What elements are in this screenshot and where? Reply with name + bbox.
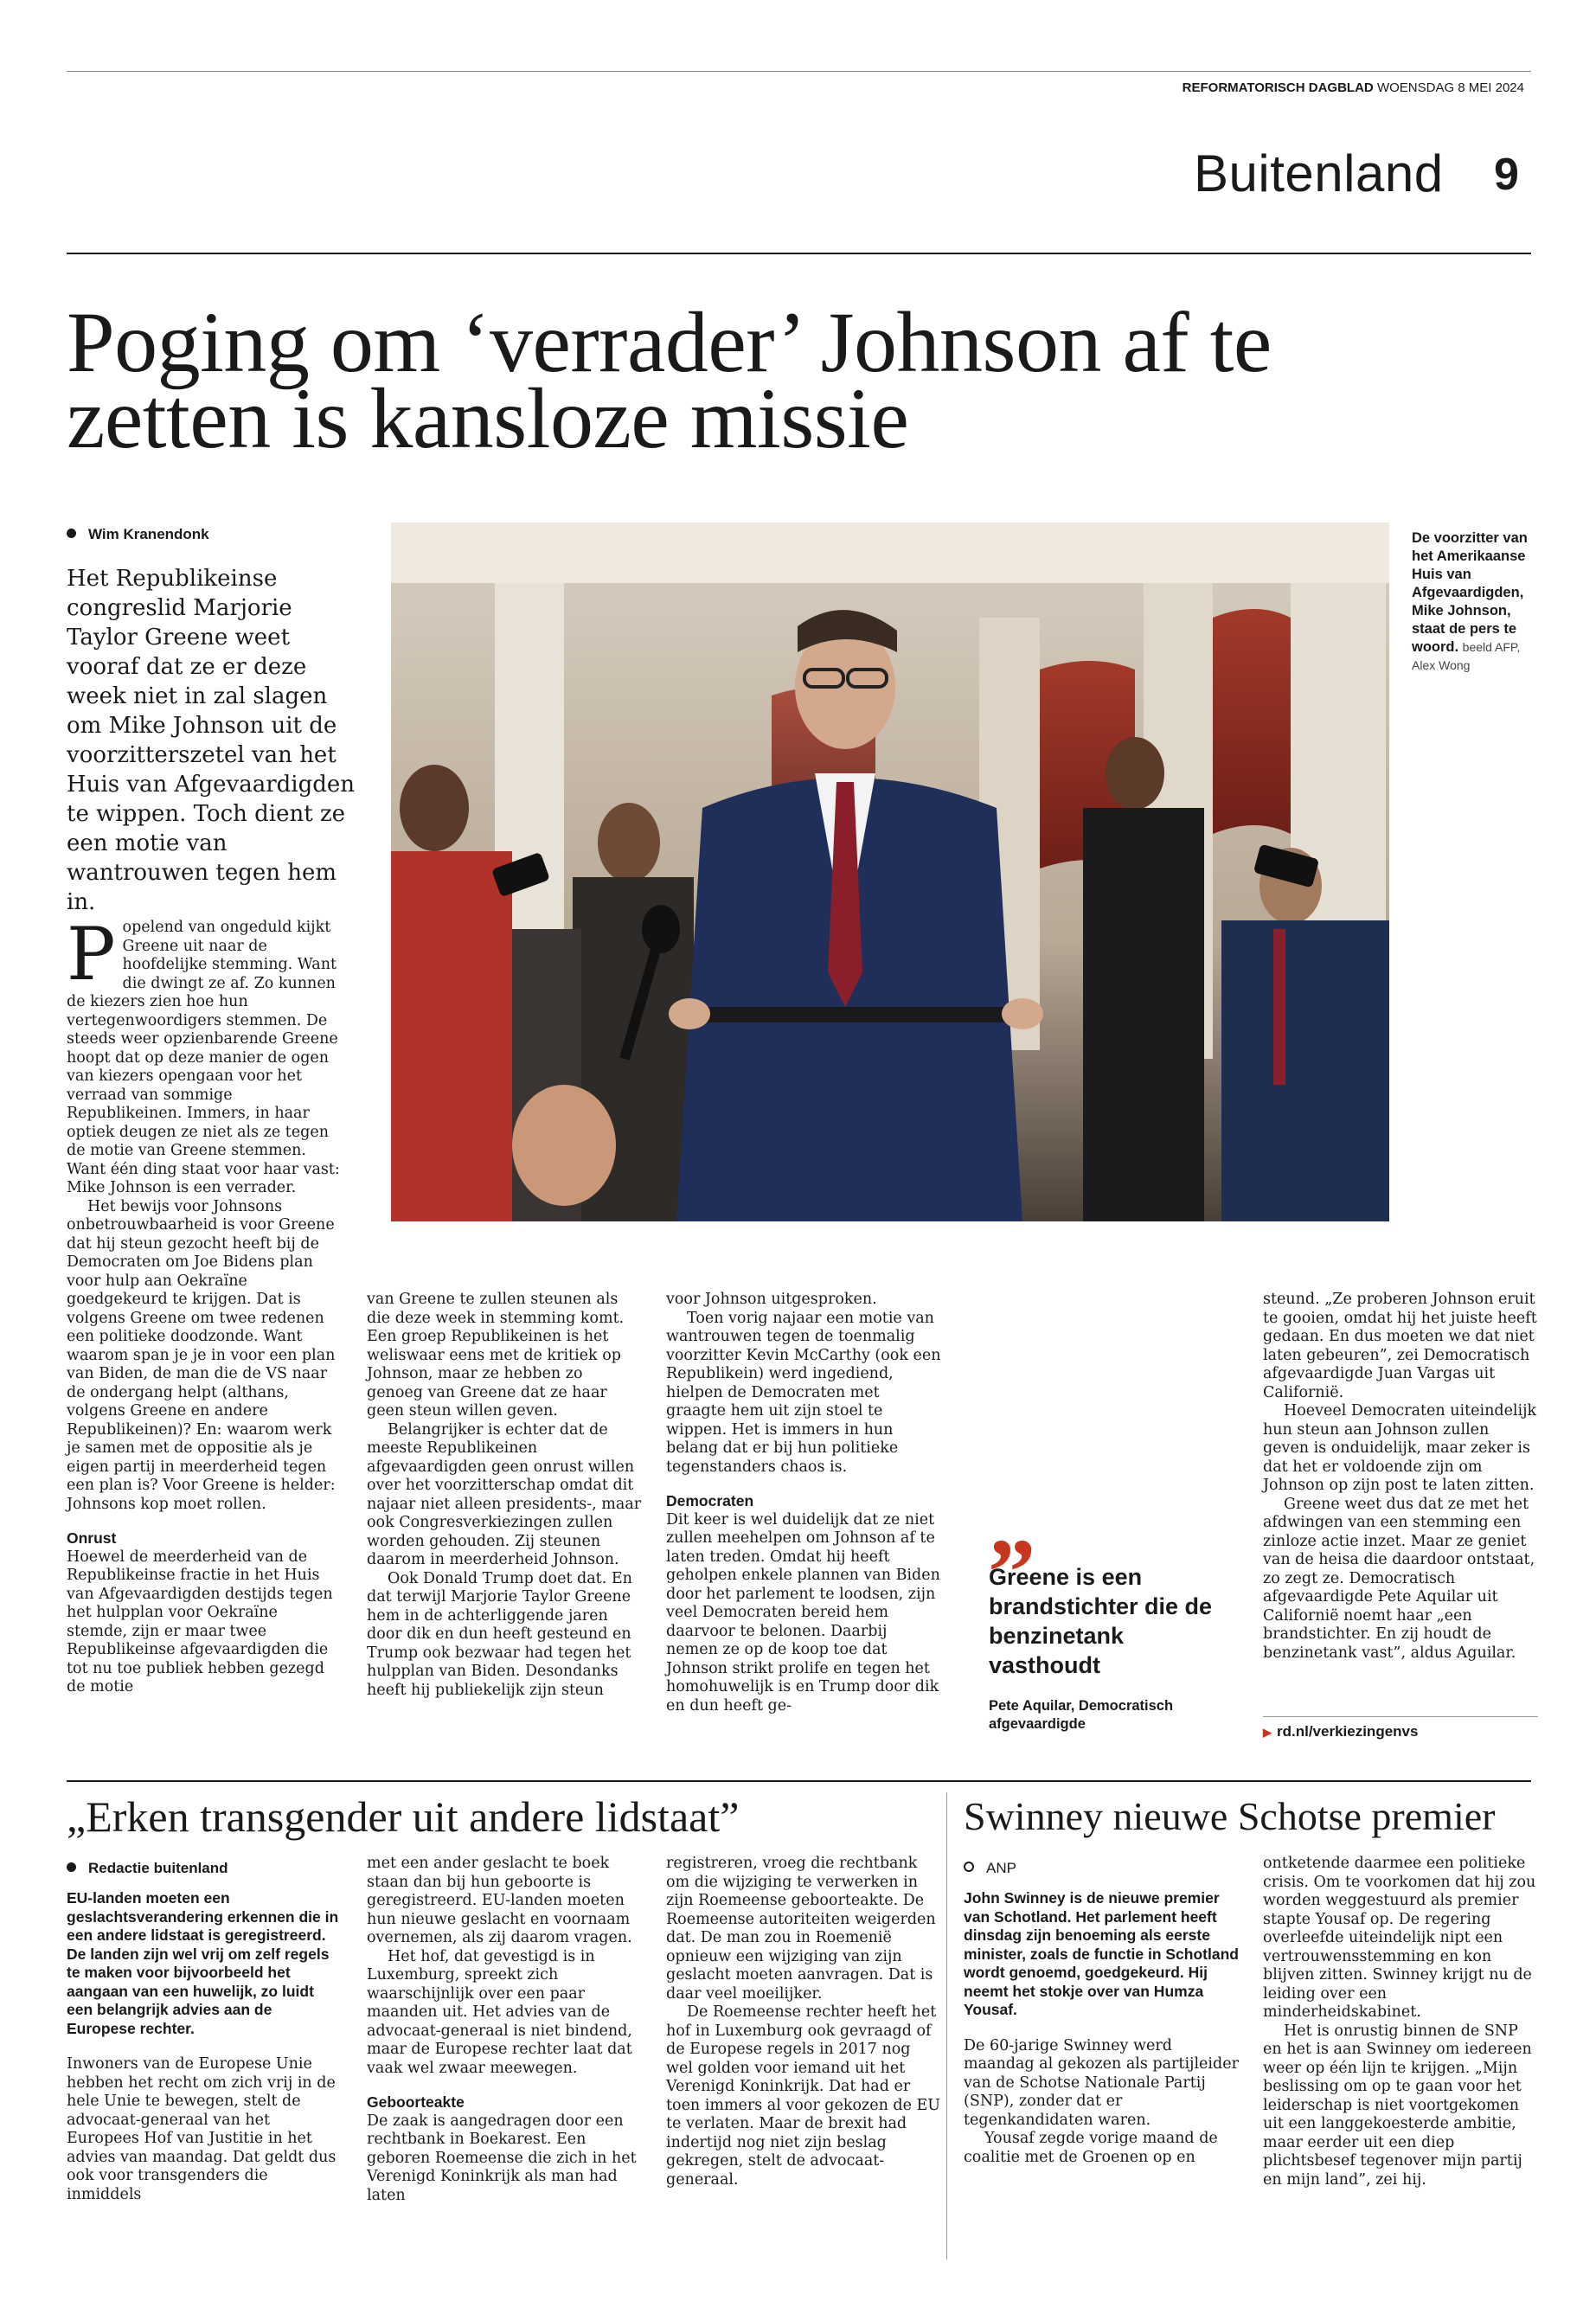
article3-byline	[964, 1860, 1016, 1877]
article2-col-1	[67, 1889, 342, 2204]
paragraph: Ook Donald Trump doet dat. En dat terwijl Marjorie Taylor Greene hem in de achterliggende jaren door dik en dun heeft gesteund en Trump ook bezwaar had tegen het hulpplan van Biden. Desondanks heeft hij publiekelijk zijn steun	[367, 1569, 632, 1699]
article3-headline: Swinney nieuwe Schotse premier	[964, 1794, 1496, 1838]
paragraph: registreren, vroeg die rechtbank om die wijziging te verwerken in zijn Roemeense geboorteakte. De Roemeense autoriteiten weigerden dat. De man zou in Roemenië opnieuw een wijziging van zijn geslacht moeten aanvragen. Dat is daar veel moeilijker.	[666, 1855, 936, 2003]
author-name: Redactie buitenland	[88, 1860, 228, 1876]
main-byline	[67, 526, 209, 543]
headline-line-2: zetten is kansloze missie	[67, 370, 909, 466]
paragraph: De 60-jarige Swinney werd maandag al gekozen als partijleider van de Schotse Nationale Partij (SNP), zonder dat er tegenkandidaten waren.	[964, 2036, 1239, 2129]
paragraph: Hoewel de meerderheid van de Republikeinse fractie in het Huis van Afgevaardigden destijds tegen het hulpplan voor Oekraïne stemde, zijn er maar twee Republikeinse afgevaardigden die tot nu toe publiek hebben gezegd de motie	[67, 1548, 333, 1695]
paragraph: Belangrijker is echter dat de meeste Republikeinen afgevaardigden geen onrust willen over het voorzitterschap omdat dit najaar niet alleen presidents-, maar ook Congresverkiezingen zullen worden gehouden. Zij steunen daarom in meerderheid Johnson.	[367, 1420, 642, 1568]
article2-headline: „Erken transgender uit andere lidstaat”	[67, 1792, 740, 1841]
article2-col-2	[367, 1855, 642, 2205]
paragraph: ontketende daarmee een politieke crisis. Om te voorkomen dat hij zou worden weggestuurd als premier stapte Yousaf op. De regering overleefde uiteindelijk nipt een vertrouwensstemming en kon blijven zitten. Swinney krijgt nu de leiding over een minderheidskabinet.	[1263, 1855, 1536, 2021]
article2-col-3	[666, 1855, 941, 2189]
paragraph: opelend van ongeduld kijkt Greene uit naar de hoofdelijke stemming. Want die dwingt ze af. Zo kunnen de kiezers zien hoe hun vertegenwoordigers stemmen. De steeds weer opzienbarende Greene hoopt dat op deze manier de ogen van kiezers opengaan voor het verraad van sommige Republikeinen. Immers, in haar optiek deugen ze niet als ze tegen de motie van Greene stemmen. Want één ding staat voor haar vast: Mike Johnson is een verrader.	[67, 919, 340, 1196]
paragraph: van Greene te zullen steunen als die deze week in stemming komt. Een groep Republikeinen is het weliswaar eens met de kritiek op Johnson, maar ze hebben zo genoeg van Greene dat ze haar geen steun willen geven.	[367, 1291, 625, 1420]
paragraph: voor Johnson uitgesproken.	[666, 1291, 877, 1308]
link-text[interactable]: rd.nl/verkiezingenvs	[1277, 1723, 1419, 1740]
headline-line-1: Poging om ‘verrader’ Johnson af te	[67, 294, 1272, 390]
news-photo	[391, 522, 1389, 1221]
paragraph: Inwoners van de Europese Unie hebben het recht om zich vrij in de hele Unie te bewegen, stelt de advocaat-generaal van het Europees Hof van Justitie in het advies van maandag. Dat geldt dus ook voor transgenders die inmiddels	[67, 2055, 337, 2203]
paragraph: De Roemeense rechter heeft het hof in Luxemburg ook gevraagd of de Europese regels in 2017 nog wel golden voor iemand uit het Verenigd Koninkrijk. Dat had er toen immers al voor gekozen de EU te verlaten. Maar de brexit had indertijd nog niet zijn beslag gekregen, stelt de advocaat-generaal.	[666, 2003, 941, 2189]
bullet-icon	[67, 1862, 76, 1872]
pull-quote	[989, 1470, 1214, 1734]
dropcap: P	[67, 912, 116, 997]
article2-byline	[67, 1860, 228, 1877]
section-title: Buitenland	[1194, 144, 1444, 202]
main-headline	[67, 294, 1272, 466]
page-number: 9	[1494, 150, 1519, 200]
main-col-5	[1263, 1291, 1538, 1663]
caption-text: De voorzitter van het Amerikaanse Huis van Afgevaardigden, Mike Johnson, staat de pers te woord.	[1412, 530, 1528, 655]
bullet-icon	[964, 1862, 974, 1872]
press-scrum-photo	[391, 522, 1389, 1221]
quote-mark-icon: „	[989, 1470, 1031, 1575]
page-header-info	[1183, 80, 1524, 95]
newspaper-name: REFORMATORISCH DAGBLAD	[1182, 80, 1374, 95]
paragraph: Het is onrustig binnen de SNP en het is aan Swinney om iedereen weer op één lijn te krijgen. „Mijn beslissing om op te gaan voor het leiderschap is niet voortgekomen uit een langgekoesterde ambitie, maar eerder uit een diep plichtsbesef tegenover mijn partij en mijn land”, zei hij.	[1263, 2022, 1532, 2189]
quote-attribution: Pete Aquilar, Democratisch afgevaardigde	[989, 1698, 1174, 1732]
author-name: ANP	[986, 1860, 1016, 1876]
photo-caption	[1412, 529, 1542, 675]
paragraph: Toen vorig najaar een motie van wantrouwen tegen de toenmalig voorzitter Kevin McCarthy (ook een Republikein) werd ingediend, hielpen de Democraten met graagte hem uit zijn stoel te wippen. Het is immers in hun belang dat er bij hun politieke tegenstanders chaos is.	[666, 1309, 941, 1476]
paragraph: Dit keer is wel duidelijk dat ze niet zullen meehelpen om Johnson af te laten treden. Omdat hij heeft geholpen enkele plannen van Biden door het parlement te loodsen, zijn veel Democraten bereid hem daarvoor te belonen. Daarbij nemen ze op de koop toe dat Johnson strikt prolife en tegen het homohuwelijk is en Trump door dik en dun heeft ge-	[666, 1510, 940, 1715]
caption-credit: beeld AFP, Alex Wong	[1412, 640, 1521, 672]
paragraph: Hoeveel Democraten uiteindelijk hun steun aan Johnson zullen geven is onduidelijk, maar zeker is dat het er voldoende zijn om Johnson op zijn post te laten zitten.	[1263, 1402, 1537, 1494]
paragraph: steund. „Ze proberen Johnson eruit te gooien, omdat hij het juiste heeft gedaan. En dus moeten we dat niet laten gebeuren”, zei Democratisch afgevaardigde Juan Vargas uit Californië.	[1263, 1291, 1537, 1401]
paragraph: De zaak is aangedragen door een rechtbank in Boekarest. Een geboren Roemeense die zich in het Verenigd Koninkrijk als man had laten	[367, 2112, 637, 2204]
issue-date: WOENSDAG 8 MEI 2024	[1376, 80, 1524, 95]
main-col-2	[367, 1291, 642, 1700]
subheading: Geboorteakte	[367, 2093, 465, 2111]
subheading: Democraten	[666, 1492, 754, 1509]
lead-paragraph: EU-landen moeten een geslachtsverandering erkennen die in een andere lidstaat is geregistreerd. De landen zijn wel vrij om zelf regels te maken voor bijvoorbeeld het aangaan van een huwelijk, zo luidt een belangrijk advies aan de Europese rechter.	[67, 1889, 339, 2037]
arrow-right-icon: ▶	[1263, 1726, 1272, 1739]
paragraph: met een ander geslacht te boek staan dan bij hun geboorte is geregistreerd. EU-landen moeten hun nieuwe geslacht en voornaam overnemen, als zij daarom vragen.	[367, 1855, 632, 1946]
lead-paragraph: John Swinney is de nieuwe premier van Schotland. Het parlement heeft dinsdag zijn benoeming als eerste minister, zoals de functie in Schotland wordt genoemd, goedgekeurd. Hij neemt het stokje over van Humza Yousaf.	[964, 1889, 1239, 2018]
author-name: Wim Kranendonk	[88, 526, 209, 542]
main-col-3	[666, 1291, 941, 1715]
subheading: Onrust	[67, 1529, 117, 1547]
paragraph: Het bewijs voor Johnsons onbetrouwbaarheid is voor Greene dat hij steun gezocht heeft bij de Democraten om Joe Bidens plan voor hulp aan Oekraïne goedgekeurd te krijgen. Dat is volgens Greene om twee redenen een politieke doodzonde. Want waarom span je je in voor een plan van Biden, de man die de VS naar de ondergang helpt (althans, volgens Greene en andere Republikeinen)? En: waarom werk je samen met de oppositie als je eigen partij in meerderheid tegen een plan is? Voor Greene is helder: Johnsons kop moet rollen.	[67, 1197, 336, 1513]
paragraph: Greene weet dus dat ze met het afdwingen van een stemming een zinloze actie inzet. Maar ze geniet van de heisa die daardoor ontstaat, zo zegt ze. Democratisch afgevaardigde Pete Aquilar uit Californië noemt haar „een brandstichter. En zij houdt de benzinetank vast”, aldus Aguilar.	[1263, 1495, 1535, 1662]
main-intro: Het Republikeinse congreslid Marjorie Taylor Greene weet vooraf dat ze er deze week niet in zal slagen om Mike Johnson uit de voorzitterszetel van het Huis van Afgevaardigden te wippen. Toch dient ze een motie van wantrouwen tegen hem in.	[67, 566, 356, 915]
article3-col-2	[1263, 1855, 1538, 2189]
main-col-1-top	[67, 912, 342, 1697]
quote-text: Greene is een brandstichter die de benzinetank vasthoudt	[989, 1564, 1213, 1678]
article3-col-1	[964, 1889, 1239, 2167]
related-link[interactable]	[1263, 1723, 1418, 1740]
paragraph: Het hof, dat gevestigd is in Luxemburg, spreekt zich waarschijnlijk over een paar maanden uit. Het advies van de advocaat-generaal is niet bindend, maar de Europese rechter laat dat vaak wel zwaar meewegen.	[367, 1947, 632, 2077]
bullet-icon	[67, 529, 76, 538]
paragraph: Yousaf zegde vorige maand de coalitie met de Groenen op en	[964, 2130, 1218, 2166]
